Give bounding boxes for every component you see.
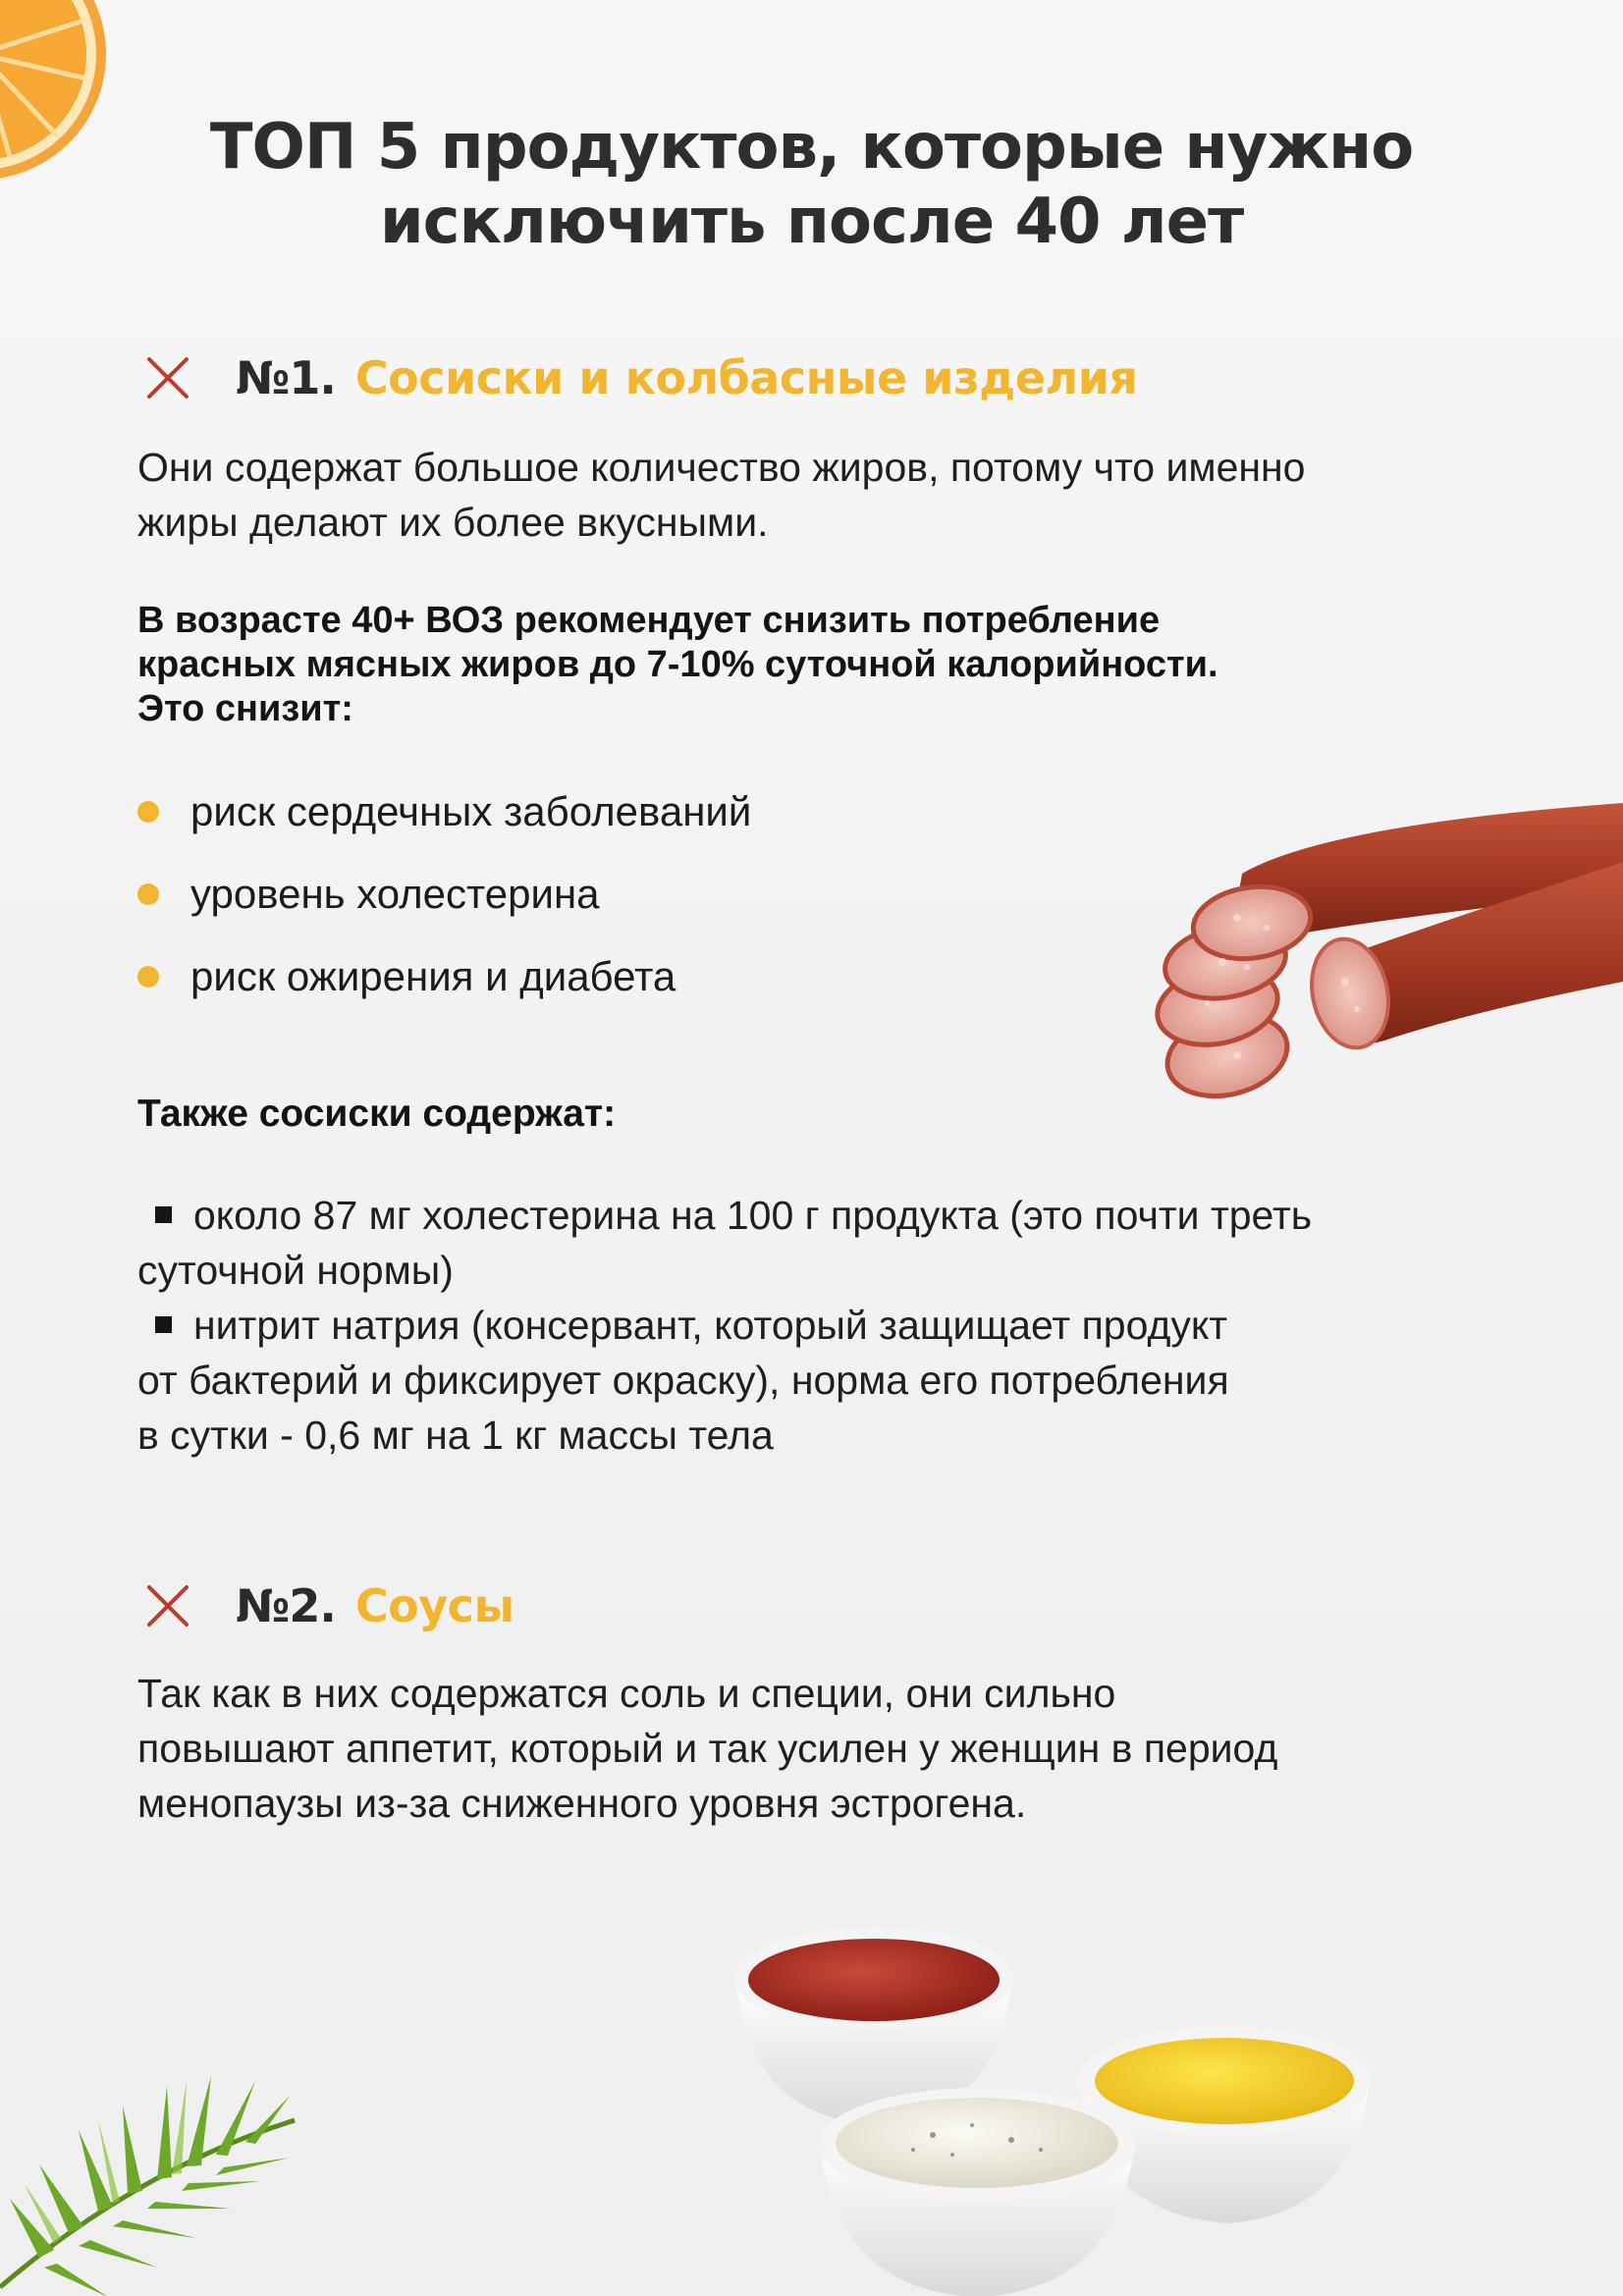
also-line-1: около 87 мг холестерина на 100 г продукта (это почти треть <box>137 1188 1312 1243</box>
square-bullet-icon <box>155 1206 172 1223</box>
list-item <box>137 853 751 935</box>
section-1-intro-line-2: жиры делают их более вкусными. <box>137 500 769 545</box>
section-1-title: Сосиски и колбасные изделия <box>354 351 1138 404</box>
section-2-intro <box>137 1666 1277 1831</box>
section-2-heading <box>145 1576 514 1635</box>
section-2-intro-line-2: повышают аппетит, который и так усилен у женщин в период <box>137 1726 1278 1771</box>
page-title <box>0 110 1623 259</box>
also-contains-text <box>137 1188 1312 1463</box>
list-item-text: уровень холестерина <box>190 871 600 917</box>
list-item-text: риск ожирения и диабета <box>190 953 676 999</box>
list-item <box>137 935 751 1018</box>
section-2-intro-line-1: Так как в них содержатся соль и специи, они сильно <box>137 1671 1116 1716</box>
square-bullet-icon <box>155 1316 172 1333</box>
section-1-intro-line-1: Они содержат большое количество жиров, потому что именно <box>137 445 1306 490</box>
cross-icon <box>145 355 190 400</box>
also-line-5: в сутки - 0,6 мг на 1 кг массы тела <box>137 1413 774 1458</box>
bullet-dot-icon <box>137 801 159 823</box>
list-item <box>137 771 751 853</box>
section-2-title: Соусы <box>354 1579 514 1632</box>
section-1-intro <box>137 440 1305 550</box>
cross-icon <box>145 1583 190 1629</box>
page-title-line-1: ТОП 5 продуктов, которые нужно <box>209 111 1414 184</box>
also-line-2: суточной нормы) <box>137 1248 454 1293</box>
recommendation-line-2: красных мясных жиров до 7-10% суточной калорийности. <box>137 644 1218 685</box>
palm-leaf-image <box>0 1973 314 2296</box>
bullet-dot-icon <box>137 883 159 905</box>
sausage-image <box>1129 785 1623 1148</box>
section-1-recommendation <box>137 599 1218 731</box>
section-1-heading <box>145 348 1137 407</box>
section-1-number: №1. <box>236 351 336 404</box>
also-line-3: нитрит натрия (консервант, который защищает продукт <box>137 1298 1312 1353</box>
list-item-text: риск сердечных заболеваний <box>190 788 752 834</box>
bullet-dot-icon <box>137 966 159 988</box>
risk-bullet-list <box>137 771 751 1018</box>
section-2-intro-line-3: менопаузы из-за сниженного уровня эстрогена. <box>137 1781 1027 1826</box>
page-title-line-2: исключить после 40 лет <box>379 186 1244 258</box>
section-2-number: №2. <box>236 1579 336 1632</box>
recommendation-line-1: В возрасте 40+ ВОЗ рекомендует снизить потребление <box>137 600 1161 641</box>
also-line-4: от бактерий и фиксирует окраску), норма его потребления <box>137 1358 1229 1403</box>
also-contains-heading: Также сосиски содержат: <box>137 1093 617 1135</box>
recommendation-line-3: Это снизит: <box>137 688 353 729</box>
sauces-image <box>717 1919 1483 2296</box>
